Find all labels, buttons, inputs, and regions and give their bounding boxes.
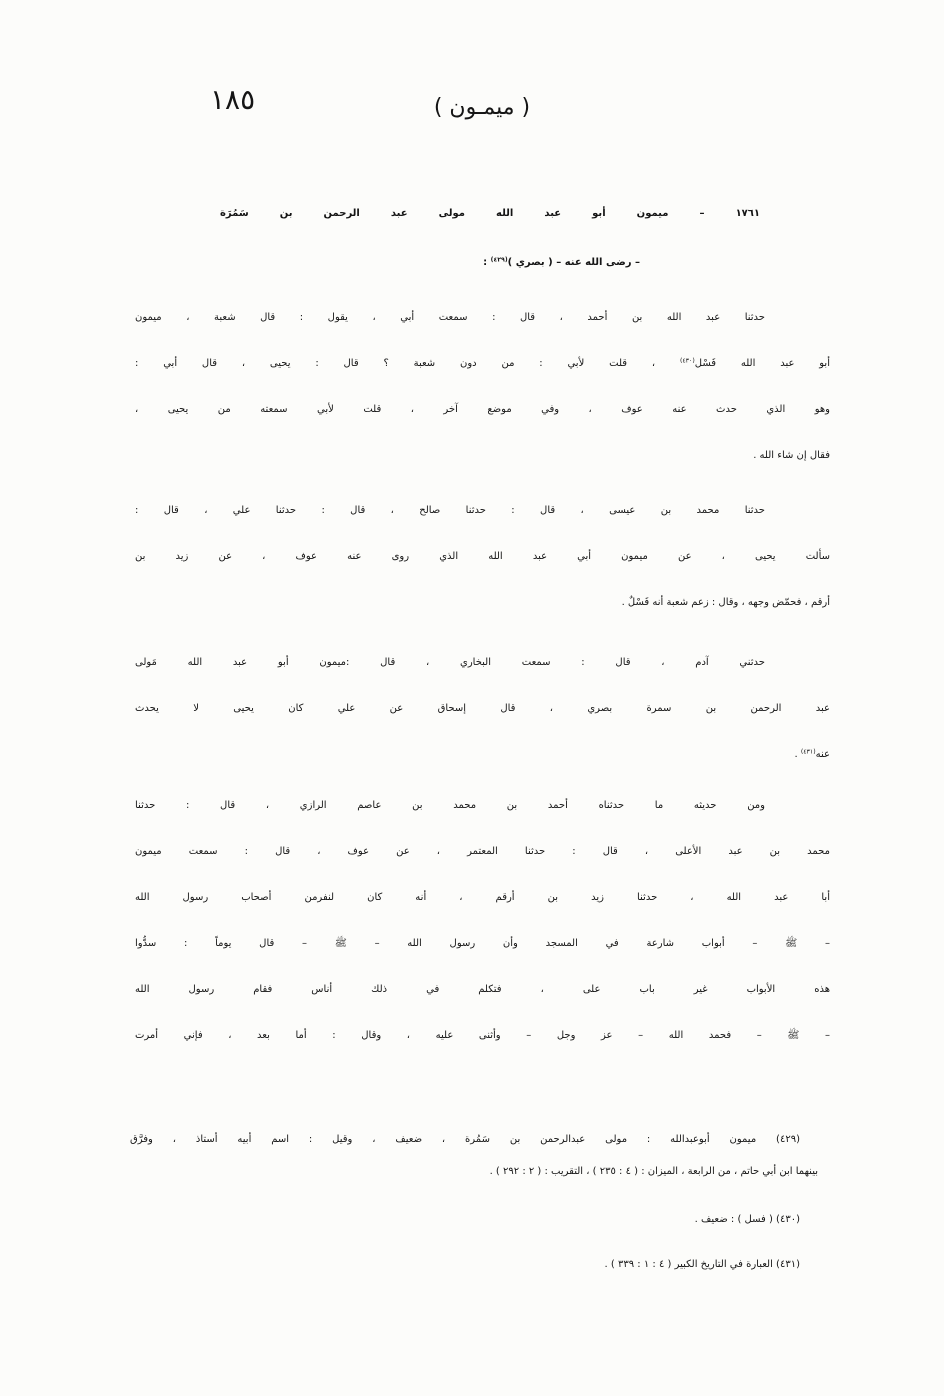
- text-line: أبا عبد الله ، حدثنا زيد بن أرقم ، أنه كان لنفرمن أصحاب رسول الله: [135, 892, 830, 903]
- footnote-line: بينهما ابن أبي حاتم ، من الرابعة ، الميزان : ( ٤ : ٢٣٥ ) ، التقريب : ( ٢ : ٢٩٢ ) .: [489, 1166, 818, 1177]
- text-line: محمد بن عبد الأعلى ، قال : حدثنا المعتمر ، عن عوف ، قال : سمعت ميمون: [135, 846, 830, 857]
- text-segment: .: [794, 749, 801, 760]
- entry-title: [220, 189, 760, 287]
- text-line: عبد الرحمن بن سمرة بصري ، قال إسحاق عن علي كان يحيى لا يحدث: [135, 703, 830, 714]
- text-segment: عنه: [815, 749, 830, 760]
- paragraph: [135, 295, 830, 479]
- text-line: [135, 341, 830, 387]
- footnote: [130, 1204, 818, 1236]
- text-line: سألت يحيى ، عن ميمون أبي عبد الله الذي روى عنه عوف ، عن زيد بن: [135, 551, 830, 562]
- text-line: حدثنا محمد بن عيسى ، قال : حدثنا صالح ، قال : حدثنا علي ، قال :: [135, 505, 765, 516]
- text-line: – ﷺ – أبواب شارعة في المسجد وأن رسول الله – ﷺ – قال يوماً : سدُّوا: [135, 938, 830, 949]
- footnote: [130, 1249, 818, 1281]
- footnote-line: (٤٣١) العبارة في التاريخ الكبير ( ٤ : ١ : ٣٣٩ ) .: [604, 1259, 800, 1270]
- text-segment: أبو عبد الله فَسْل: [694, 358, 830, 369]
- text-line: حدثني آدم ، قال : سمعت البخاري ، قال :ميمون أبو عبد الله مَولى: [135, 657, 765, 668]
- text-line: ومن حديثه ما حدثناه أحمد بن محمد بن عاصم الرازي ، قال : حدثنا: [135, 800, 765, 811]
- paragraph: [135, 783, 830, 1059]
- paragraph: [135, 488, 830, 626]
- page-number: ١٨٥: [210, 83, 256, 116]
- footnote-line: (٤٣٠) ( فسل ) : ضعيف .: [694, 1214, 800, 1225]
- text-line: فقال إن شاء الله .: [753, 450, 830, 461]
- text-line: [135, 732, 830, 778]
- footnote-ref: (٤٢٩): [490, 256, 508, 264]
- text-line: حدثنا عبد الله بن أحمد ، قال : سمعت أبي ، يقول : قال شعبة ، ميمون: [135, 312, 765, 323]
- entry-title-line: ١٧٦١ – ميمون أبو عبد الله مولى عبد الرحمن بن سَمُرَة: [220, 208, 760, 219]
- title-text: :: [483, 257, 491, 268]
- footnote-line: (٤٢٩) ميمون أبوعبدالله : مولى عبدالرحمن بن سَمُرة ، ضعيف ، وقيل : اسم أبيه أستاذ ، وفرَّق: [130, 1134, 800, 1145]
- footnote: [130, 1124, 818, 1188]
- paragraph: [135, 640, 830, 778]
- text-line: أرقم ، فحمّض وجهه ، وقال : زعم شعبة أنه فَسْلٌ .: [621, 597, 830, 608]
- entry-title-line: [220, 238, 760, 287]
- footnote-ref: (٤٣٠): [679, 357, 695, 365]
- running-title: ( ميمـون ): [433, 95, 531, 120]
- title-text: – رضى الله عنه – ( بصري ): [507, 257, 640, 268]
- footnote-ref: (٤٣١): [800, 748, 816, 756]
- text-segment: ، قلت لأبي : من دون شعبة ؟ قال : يحيى ، قال أبي :: [135, 358, 680, 369]
- text-line: – ﷺ – فحمد الله – عز وجل – وأثنى عليه ، وقال : أما بعد ، فإني أمرت: [135, 1030, 830, 1041]
- text-line: هذه الأبواب غير باب على ، فتكلم في ذلك أناس فقام رسول الله: [135, 984, 830, 995]
- text-line: وهو الذي حدث عنه عوف ، وفي موضع آخر ، قلت لأبي سمعته من يحيى ،: [135, 404, 830, 415]
